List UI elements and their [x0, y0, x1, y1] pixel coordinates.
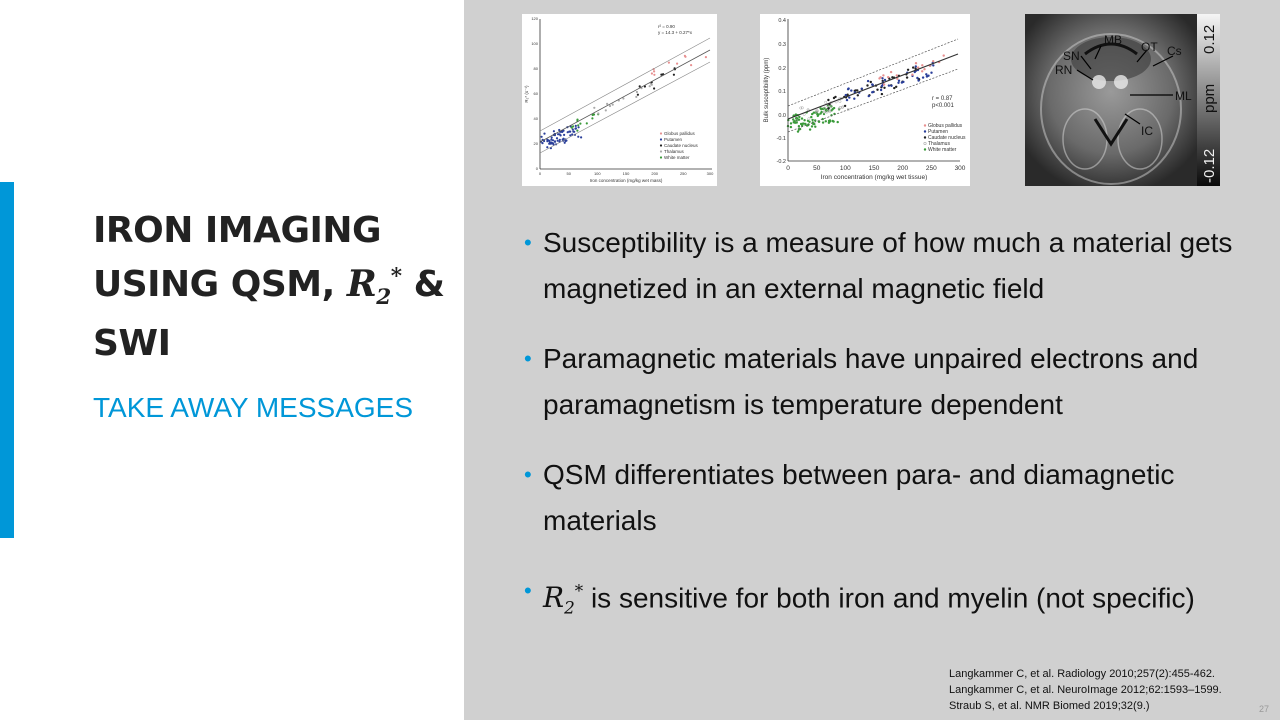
scatter-point [810, 116, 812, 118]
bullet-r2star: • $R_2^*$ is sensitive for both iron and myelin (not specific) [524, 568, 1274, 631]
scatter-point [580, 136, 582, 138]
scatter-point [932, 64, 934, 66]
r2star-symbol: $R_2^*$ [543, 581, 584, 618]
scatter-point [881, 85, 883, 87]
references [949, 666, 1222, 714]
scatter-point [848, 96, 850, 98]
scatter-point [605, 109, 607, 111]
fig2-ylabel: Bulk susceptibility (ppm) [764, 57, 770, 123]
scatter-point [593, 107, 595, 109]
page-number: 27 [1259, 704, 1270, 714]
fig1-xtick: 0 [538, 171, 542, 176]
scatter-point [797, 130, 799, 132]
fig1-legend-thalamus: Thalamus [664, 149, 684, 154]
scatter-point [554, 140, 556, 142]
scatter-point [575, 125, 577, 127]
reference-item: Langkammer C, et al. NeuroImage 2012;62:1593–1599. [949, 684, 1222, 696]
title-line-2: USING QSM, [93, 264, 335, 305]
scatter-point [653, 87, 655, 89]
fig2-legend-globus-pallidus: Globus pallidus [928, 123, 963, 129]
accent-bar [0, 182, 14, 538]
scatter-point [827, 107, 829, 109]
scatter-point [577, 136, 579, 138]
scatter-point [915, 65, 917, 67]
scatter-point [921, 64, 923, 66]
colorbar-unit: ppm [1201, 83, 1218, 113]
scatter-point [609, 105, 611, 107]
scatter-point [577, 124, 579, 126]
scatter-point [635, 96, 637, 98]
scatter-point [546, 146, 548, 148]
title-line-3: SWI [93, 323, 171, 365]
scatter-point [868, 95, 870, 97]
label-ot: OT [1141, 40, 1158, 54]
scatter-point [576, 130, 578, 132]
label-sn: SN [1063, 49, 1080, 63]
qsm-brainstem-svg [1025, 14, 1220, 186]
scatter-point [896, 74, 898, 76]
fig1-xtick: 150 [622, 171, 630, 176]
scatter-point [857, 94, 859, 96]
scatter-point [882, 74, 884, 76]
scatter-point [827, 99, 829, 101]
scatter-point [876, 89, 878, 91]
scatter-point [653, 74, 655, 76]
scatter-point [921, 70, 923, 72]
scatter-point [798, 116, 800, 118]
scatter-point [850, 89, 852, 91]
fig1-ytick: 80 [533, 66, 538, 71]
scatter-point [861, 88, 863, 90]
label-rn: RN [1055, 63, 1073, 77]
regression-line [540, 50, 710, 142]
fig2-xtick: 100 [839, 165, 851, 172]
scatter-point [811, 119, 813, 121]
scatter-point [557, 140, 559, 142]
scatter-point [586, 122, 588, 124]
scatter-point [579, 123, 581, 125]
fig2-xlabel: Iron concentration (mg/kg wet tissue) [820, 174, 928, 181]
scatter-point [872, 91, 874, 93]
bullet-dot-icon: • [524, 346, 532, 371]
scatter-point [564, 142, 566, 144]
scatter-point [902, 81, 904, 83]
fig1-legend-white-matter: White matter [664, 155, 690, 160]
scatter-point [824, 101, 826, 103]
bullet-dot-icon: • [524, 462, 532, 487]
takeaway-list [524, 220, 1274, 655]
scatter-point [801, 107, 803, 109]
reference-item: Langkammer C, et al. Radiology 2010;257(2):455-462. [949, 668, 1215, 680]
scatter-point [637, 94, 639, 96]
scatter-point [568, 131, 570, 133]
scatter-point [541, 136, 543, 138]
scatter-point [790, 126, 792, 128]
scatter-point [847, 87, 849, 89]
scatter-point [833, 97, 835, 99]
scatter-point [573, 131, 575, 133]
bullet-susceptibility: • Susceptibility is a measure of how much a material gets magnetized in an external magnetic field [524, 220, 1274, 312]
scatter-point [559, 139, 561, 141]
bullet-qsm: • QSM differentiates between para- and diamagnetic materials [524, 452, 1274, 544]
scatter-point [801, 117, 803, 119]
scatter-point [673, 74, 675, 76]
scatter-point [690, 64, 692, 66]
scatter-point [844, 105, 846, 107]
scatter-point [828, 122, 830, 124]
fig1-ytick: 40 [533, 116, 538, 121]
scatter-point [559, 133, 561, 135]
scatter-point [612, 104, 614, 106]
upper-bound-line [540, 38, 710, 131]
title-line-1: IRON IMAGING [93, 210, 382, 251]
scatter-point [832, 120, 834, 122]
scatter-point [880, 89, 882, 91]
scatter-point [883, 83, 885, 85]
fig2-ytick: 0.2 [778, 66, 786, 72]
scatter-point [556, 137, 558, 139]
scatter-point [932, 60, 934, 62]
fig2-xtick: 300 [954, 165, 966, 172]
scatter-point [870, 81, 872, 83]
reference-item: Straub S, et al. NMR Biomed 2019;32(9.) [949, 700, 1150, 712]
scatter-point [829, 119, 831, 121]
scatter-point [839, 100, 841, 102]
scatter-point [811, 125, 813, 127]
fig2-ytick: 0.3 [778, 42, 786, 48]
scatter-point [915, 62, 917, 64]
fig2-legend-putamen: Putamen [928, 129, 949, 135]
scatter-point [888, 84, 890, 86]
fig2-xtick: 0 [786, 165, 790, 172]
fig1-xtick: 200 [651, 171, 659, 176]
scatter-point [906, 76, 908, 78]
scatter-point [597, 112, 599, 114]
scatter-point [814, 119, 816, 121]
label-mb: MB [1104, 33, 1122, 47]
scatter-point [553, 130, 555, 132]
scatter-point [922, 76, 924, 78]
scatter-point [881, 93, 883, 95]
label-ml: ML [1175, 89, 1192, 103]
scatter-point [803, 119, 805, 121]
scatter-point [925, 73, 927, 75]
scatter-point [552, 139, 554, 141]
fig2-legend-white-matter: White matter [928, 147, 957, 153]
scatter-point [651, 72, 653, 74]
scatter-point [926, 75, 928, 77]
colorbar-min: -0.12 [1201, 148, 1218, 183]
scatter-point [884, 79, 886, 81]
scatter-point [808, 118, 810, 120]
fig2-xtick: 50 [813, 165, 821, 172]
scatter-point [552, 143, 554, 145]
scatter-point [825, 120, 827, 122]
scatter-point [668, 62, 670, 64]
scatter-point [563, 134, 565, 136]
scatter-point [837, 121, 839, 123]
scatter-point [636, 91, 638, 93]
fig2-ytick: 0.4 [778, 18, 786, 24]
scatter-point [684, 56, 686, 58]
fig1-ytick: 20 [533, 141, 538, 146]
scatter-point [653, 70, 655, 72]
bullet-paramagnetic: • Paramagnetic materials have unpaired electrons and paramagnetism is temperature dependent [524, 336, 1274, 428]
bullet-dot-icon: • [524, 230, 532, 255]
scatter-point [639, 85, 641, 87]
scatter-point [606, 103, 608, 105]
scatter-point [853, 98, 855, 100]
scatter-point [790, 122, 792, 124]
scatter-point [911, 74, 913, 76]
scatter-point [574, 128, 576, 130]
scatter-point [871, 83, 873, 85]
scatter-point [572, 125, 574, 127]
scatter-point [943, 54, 945, 56]
fig2-annotation-r: r = 0.87 [932, 96, 953, 102]
scatter-point [890, 71, 892, 73]
scatter-point [578, 126, 580, 128]
fig2-annotation-p: p<0.001 [932, 103, 954, 109]
fig2-ytick: -0.1 [776, 136, 786, 142]
scatter-point [591, 117, 593, 119]
scatter-point [887, 76, 889, 78]
lower-bound-line [540, 62, 710, 153]
fig1-ytick: 0 [535, 166, 538, 171]
scatter-point [817, 113, 819, 115]
slide-subtitle: TAKE AWAY MESSAGES [93, 392, 414, 423]
scatter-point [814, 126, 816, 128]
fig1-ytick: 120 [531, 16, 538, 21]
r2star-scatter-figure [522, 14, 717, 186]
label-cs: Cs [1167, 44, 1182, 58]
fig1-ytick: 60 [533, 91, 538, 96]
scatter-point [550, 143, 552, 145]
fig1-xlabel: Iron concentration (mg/kg wet mass) [589, 178, 663, 183]
fig1-annotation-eq: y = 14.3 + 0.27*x [658, 30, 693, 35]
scatter-point [923, 68, 925, 70]
scatter-point [822, 121, 824, 123]
scatter-point [917, 79, 919, 81]
scatter-point [897, 82, 899, 84]
fig1-ylabel: R₂* (s⁻¹) [524, 85, 529, 103]
scatter-point [809, 128, 811, 130]
fig2-xtick: 250 [925, 165, 937, 172]
scatter-point [866, 84, 868, 86]
bullet-dot-icon: • [524, 578, 532, 603]
scatter-point [907, 69, 909, 71]
scatter-point [820, 111, 822, 113]
scatter-point [895, 86, 897, 88]
fig1-legend-globus-pallidus: Globus pallidus [664, 131, 695, 136]
scatter-point [846, 99, 848, 101]
susceptibility-scatter-figure [760, 14, 970, 186]
scatter-point [867, 80, 869, 82]
fig1-xtick: 50 [566, 171, 571, 176]
scatter-point [798, 125, 800, 127]
fig2-ytick: 0.1 [778, 89, 786, 95]
title-ampersand: & [413, 264, 445, 305]
title-r2-star: $R_2^*$ [346, 263, 402, 311]
fig2-ytick: 0.0 [778, 113, 786, 119]
scatter-point [547, 139, 549, 141]
scatter-point [890, 85, 892, 87]
fig1-legend-caudate: Caudate nucleus [664, 143, 698, 148]
scatter-point [820, 108, 822, 110]
scatter-point [912, 66, 914, 68]
fig2-legend-thalamus: Thalamus [928, 141, 950, 147]
scatter-point [804, 123, 806, 125]
colorbar-max: 0.12 [1201, 24, 1218, 54]
scatter-point [879, 76, 881, 78]
scatter-point [593, 113, 595, 115]
scatter-point [551, 136, 553, 138]
susceptibility-scatter-svg [760, 14, 970, 186]
scatter-point [808, 121, 810, 123]
fig2-xtick: 150 [868, 165, 880, 172]
scatter-point [930, 72, 932, 74]
scatter-point [705, 56, 707, 58]
scatter-point [572, 128, 574, 130]
fig1-xtick: 250 [679, 171, 687, 176]
fig1-xtick: 100 [593, 171, 601, 176]
fig1-annotation-r2: r² = 0.90 [658, 24, 675, 29]
fig2-legend-caudate: Caudate nucleus [928, 135, 966, 141]
scatter-point [799, 128, 801, 130]
fig2-ytick: -0.2 [776, 159, 786, 165]
scatter-point [543, 133, 545, 135]
scatter-point [792, 118, 794, 120]
label-ic: IC [1141, 124, 1153, 138]
fig2-xtick: 200 [897, 165, 909, 172]
regression-line [788, 54, 958, 119]
slide-title [93, 208, 463, 367]
scatter-point [649, 85, 651, 87]
scatter-point [883, 87, 885, 89]
fig1-xtick: 300 [706, 171, 714, 176]
fig1-ytick: 100 [531, 41, 538, 46]
scatter-point [676, 63, 678, 65]
r2star-scatter-svg [522, 14, 717, 186]
qsm-brainstem-image [1025, 14, 1220, 186]
scatter-point [898, 80, 900, 82]
fig1-legend-putamen: Putamen [664, 137, 683, 142]
scatter-point [916, 77, 918, 79]
